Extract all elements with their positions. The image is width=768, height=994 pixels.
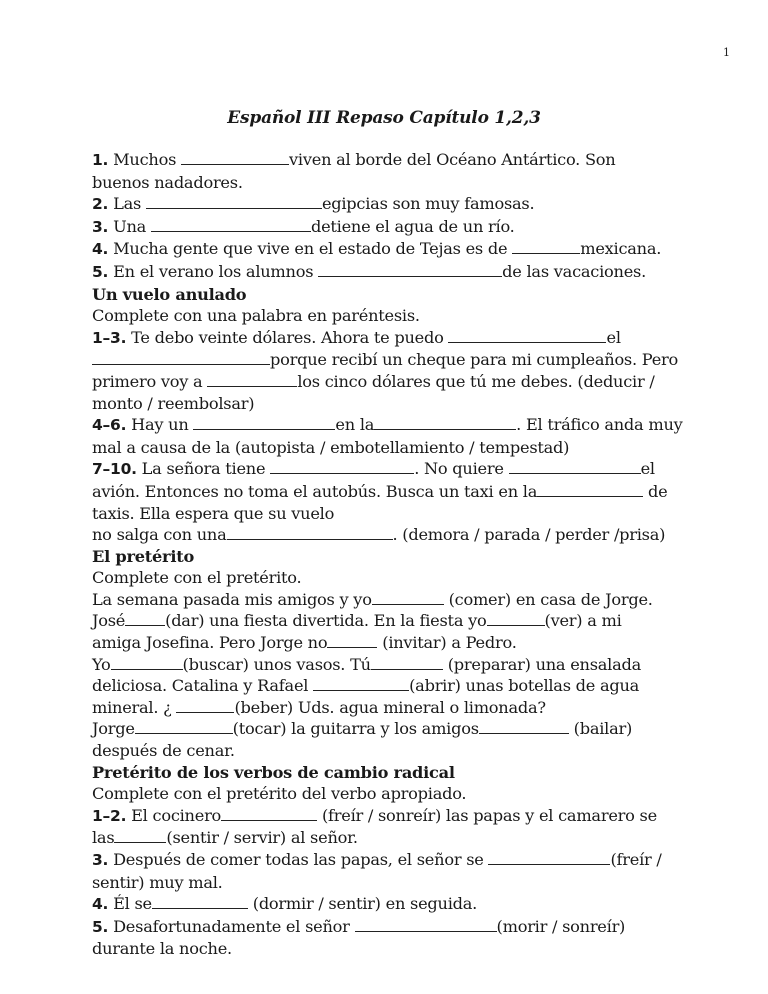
question-text: (dar) una fiesta divertida. En la fiesta yo xyxy=(165,611,487,631)
question-text: deliciosa. Catalina y Rafael xyxy=(92,676,314,696)
question-5 xyxy=(92,916,722,939)
question-text: José xyxy=(92,611,126,631)
answer-blank[interactable] xyxy=(181,150,289,165)
question-text: Jorge xyxy=(92,719,135,739)
paragraph-line: después de cenar. xyxy=(92,741,235,761)
question-text: detiene el agua de un río. xyxy=(310,216,515,236)
answer-blank[interactable] xyxy=(479,719,569,734)
section-heading: Un vuelo anulado xyxy=(92,284,247,304)
question-text: de xyxy=(643,481,668,501)
question-text: Las xyxy=(108,194,146,214)
question-number: 4–6. xyxy=(92,416,127,435)
question-text: La semana pasada mis amigos y yo xyxy=(92,589,372,609)
paragraph-line xyxy=(92,632,722,654)
worksheet-body xyxy=(92,149,722,960)
answer-blank[interactable] xyxy=(207,372,297,387)
question-4 xyxy=(92,893,722,916)
question-text: mineral. ¿ xyxy=(92,697,177,717)
question-text: Él se xyxy=(108,894,152,914)
question-text: (sentir / servir) al señor. xyxy=(166,828,358,848)
question-text: . No quiere xyxy=(414,459,509,479)
question-number: 2. xyxy=(92,195,109,214)
question-text: (preparar) una ensalada xyxy=(442,654,642,674)
question-4-6 xyxy=(92,414,722,437)
question-text: primero voy a xyxy=(92,371,208,391)
page-number: 1 xyxy=(723,46,730,59)
answer-blank[interactable] xyxy=(509,459,641,474)
question-text: las xyxy=(92,828,115,848)
question-text: (buscar) unos vasos. Tú xyxy=(182,654,371,674)
question-text: Muchos xyxy=(108,150,182,169)
answer-blank[interactable] xyxy=(488,850,610,865)
question-1 xyxy=(92,149,722,172)
question-text: La señora tiene xyxy=(136,459,271,479)
question-text: . (demora / parada / perder /prisa) xyxy=(392,525,666,545)
question-1-3-cont: monto / reembolsar) xyxy=(92,393,255,413)
answer-blank[interactable] xyxy=(355,917,497,932)
question-text: (ver) a mi xyxy=(544,611,622,631)
question-text: (comer) en casa de Jorge. xyxy=(443,589,653,609)
question-text: (tocar) la guitarra y los amigos xyxy=(232,719,479,739)
question-text: Después de comer todas las papas, el señor se xyxy=(108,850,489,869)
question-7-10-cont: taxis. Ella espera que su vuelo xyxy=(92,503,335,523)
question-7-10 xyxy=(92,458,722,481)
question-text: viven al borde del Océano Antártico. Son xyxy=(289,150,616,169)
answer-blank[interactable] xyxy=(372,590,444,605)
question-text: Hay un xyxy=(126,415,194,435)
section-heading: Pretérito de los verbos de cambio radical xyxy=(92,762,455,782)
section-instruction: Complete con el pretérito. xyxy=(92,568,302,588)
paragraph-line xyxy=(92,697,722,719)
question-text: buenos nadadores. xyxy=(92,172,243,192)
question-text: (freír / sonreír) las papas y el camarero se xyxy=(317,805,657,825)
answer-blank[interactable] xyxy=(114,828,166,843)
question-5 xyxy=(92,261,722,284)
question-text: Te debo veinte dólares. Ahora te puedo xyxy=(126,327,449,347)
answer-blank[interactable] xyxy=(152,894,248,909)
answer-blank[interactable] xyxy=(125,611,165,626)
question-number: 4. xyxy=(92,240,109,259)
answer-blank[interactable] xyxy=(227,525,393,540)
answer-blank[interactable] xyxy=(371,655,443,670)
question-number: 5. xyxy=(92,917,109,936)
answer-blank[interactable] xyxy=(537,482,643,497)
question-number: 7–10. xyxy=(92,460,137,479)
question-7-10-cont xyxy=(92,524,722,546)
paragraph-line xyxy=(92,718,722,740)
question-text: (freír / xyxy=(610,850,662,869)
question-7-10-cont xyxy=(92,481,722,503)
question-text: Una xyxy=(108,216,151,236)
question-2 xyxy=(92,193,722,216)
paragraph-line xyxy=(92,589,722,611)
page-title: Español III Repaso Capítulo 1,2,3 xyxy=(227,108,541,128)
question-4-6-cont: mal a causa de la (autopista / embotellamiento / tempestad) xyxy=(92,437,570,457)
question-text: Desafortunadamente el señor xyxy=(108,916,355,936)
answer-blank[interactable] xyxy=(176,698,234,713)
question-text: amiga Josefina. Pero Jorge no xyxy=(92,633,328,653)
question-1-2-cont xyxy=(92,827,722,849)
question-1-3-cont xyxy=(92,349,722,371)
question-4 xyxy=(92,238,722,261)
question-text: Yo xyxy=(92,654,111,674)
question-text: (invitar) a Pedro. xyxy=(377,633,517,653)
answer-blank[interactable] xyxy=(448,328,606,343)
question-number: 5. xyxy=(92,262,109,281)
question-text: (bailar) xyxy=(568,719,633,739)
question-1-cont xyxy=(92,172,722,194)
question-text: avión. Entonces no toma el autobús. Busca un taxi en la xyxy=(92,481,538,501)
question-text: (dormir / sentir) en seguida. xyxy=(247,894,478,914)
question-text: Mucha gente que vive en el estado de Tejas es de xyxy=(108,239,513,259)
paragraph-line xyxy=(92,610,722,632)
question-text: los cinco dólares que tú me debes. (deducir / xyxy=(297,371,655,391)
section-instruction: Complete con el pretérito del verbo apropiado. xyxy=(92,784,467,804)
question-3 xyxy=(92,849,722,872)
question-text: el xyxy=(640,459,655,479)
question-number: 4. xyxy=(92,895,109,914)
answer-blank[interactable] xyxy=(313,676,409,691)
question-number: 3. xyxy=(92,851,109,869)
question-text: porque recibí un cheque para mi cumpleaños. Pero xyxy=(270,350,679,370)
question-text: de las vacaciones. xyxy=(502,261,646,281)
question-text: mexicana. xyxy=(580,239,662,259)
paragraph-line xyxy=(92,675,722,697)
answer-blank[interactable] xyxy=(146,194,322,209)
answer-blank[interactable] xyxy=(135,719,233,734)
answer-blank[interactable] xyxy=(151,217,311,232)
question-text: (abrir) unas botellas de agua xyxy=(409,676,640,696)
question-text: egipcias son muy famosas. xyxy=(321,194,535,214)
question-3 xyxy=(92,216,722,239)
answer-blank[interactable] xyxy=(318,262,502,277)
answer-blank[interactable] xyxy=(92,350,270,365)
question-text: El cocinero xyxy=(126,805,222,825)
question-text: en la xyxy=(335,415,375,435)
question-1-2 xyxy=(92,805,722,828)
question-number: 3. xyxy=(92,217,109,236)
question-text: (morir / sonreír) xyxy=(496,916,626,936)
question-number: 1–3. xyxy=(92,328,127,347)
question-number: 1. xyxy=(92,151,109,169)
answer-blank[interactable] xyxy=(111,655,183,670)
question-text: . El tráfico anda muy xyxy=(516,415,683,435)
question-text: En el verano los alumnos xyxy=(108,261,319,281)
section-heading: El pretérito xyxy=(92,546,194,566)
answer-blank[interactable] xyxy=(270,459,414,474)
question-3-cont: sentir) muy mal. xyxy=(92,872,223,892)
question-text: el xyxy=(606,327,621,347)
answer-blank[interactable] xyxy=(374,415,516,430)
paragraph-line xyxy=(92,654,722,676)
answer-blank[interactable] xyxy=(327,633,377,648)
answer-blank[interactable] xyxy=(487,611,545,626)
question-text: (beber) Uds. agua mineral o limonada? xyxy=(234,697,546,717)
question-1-3-cont xyxy=(92,371,722,393)
question-text: no salga con una xyxy=(92,525,227,545)
section-instruction: Complete con una palabra en paréntesis. xyxy=(92,306,420,326)
answer-blank[interactable] xyxy=(221,806,317,821)
answer-blank[interactable] xyxy=(512,239,580,254)
question-5-cont: durante la noche. xyxy=(92,939,232,959)
question-number: 1–2. xyxy=(92,806,127,825)
question-1-3 xyxy=(92,327,722,350)
answer-blank[interactable] xyxy=(193,415,335,430)
